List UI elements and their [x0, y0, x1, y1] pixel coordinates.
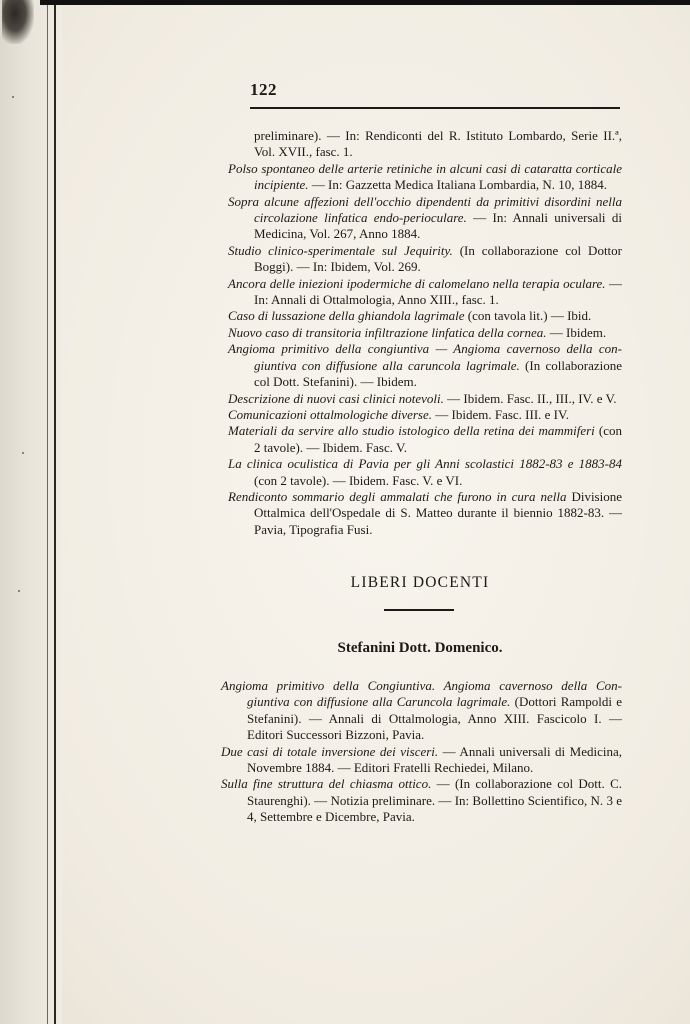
bibliography-list	[228, 128, 622, 538]
entry-title: La clinica oculistica di Pavia per gli Anni scolastici 1882-83 e 1883-84	[228, 456, 622, 472]
entry-citation: (con tavola lit.) — Ibid.	[464, 308, 592, 324]
section-rule	[384, 609, 454, 611]
entry-citation: — Ibidem. Fasc. III. e IV.	[432, 406, 569, 422]
entry-citation: (In collaborazione col Dott. Stefanini). — Ibidem.	[254, 357, 622, 390]
bibliography-entry	[228, 325, 622, 341]
bibliography-entry	[228, 391, 622, 407]
page-number: 122	[250, 80, 277, 99]
section-title: LIBERI DOCENTI	[350, 574, 490, 591]
bibliography-entry	[228, 423, 622, 456]
bibliography-entry	[228, 308, 622, 324]
bibliography-entry	[228, 194, 622, 243]
entry-citation: — Ibidem. Fasc. II., III., IV. e V.	[443, 390, 617, 406]
bibliography-entry	[228, 243, 622, 276]
entry-title: Caso di lussazione della ghiandola lagrimale	[228, 308, 465, 324]
entry-title: Materiali da servire allo studio istologico della retina dei mammiferi	[228, 423, 595, 439]
entry-citation: preliminare). — In: Rendiconti del R. Istituto Lombardo, Serie II.ª, Vol. XVII., fasc. 1.	[254, 128, 622, 160]
top-page-edge	[40, 0, 690, 5]
bibliography-entry	[228, 161, 622, 194]
bibliography-entry	[221, 744, 622, 777]
bibliography-entry	[221, 776, 622, 825]
entry-citation: — In: Annali di Ottalmologia, Anno XIII., fasc. 1.	[254, 275, 622, 308]
entry-citation: (con 2 tavole). — Ibidem. Fasc. V. e VI.	[254, 472, 463, 488]
entry-citation: — Annali universali di Medicina, Novembre 1884. — Editori Fratelli Rechiedei, Milano.	[247, 743, 622, 776]
entry-title: Nuovo caso di transitoria infiltrazione linfatica della cornea.	[228, 324, 547, 340]
entry-title: Polso spontaneo delle arterie retiniche in alcuni casi di cataratta corticale incipiente.	[228, 160, 622, 193]
bibliography-entry	[228, 276, 622, 309]
entry-title: Angioma primitivo della Congiuntiva. Angioma cavernoso della Congiuntiva con diffusione alla Caruncola lagrimale.	[221, 678, 622, 710]
margin-speck	[22, 452, 24, 454]
corner-ink-blot	[2, 0, 34, 44]
entry-title: Sopra alcune affezioni dell'occhio dipendenti da primitivi disordini nella circolazione linfatica endo-perioculare.	[228, 193, 622, 226]
bibliography-entry	[221, 678, 622, 744]
entry-citation: — Ibidem.	[546, 324, 607, 340]
author-bibliography-list	[221, 678, 622, 826]
bibliography-entry	[228, 489, 622, 538]
header-rule	[250, 107, 620, 109]
entry-citation: — (In collaborazione col Dott. C. Staurenghi). — Notizia preliminare. — In: Bollettino Scientifico, N. 3 e 4, Settembre e Dicembre, Pavia.	[247, 776, 622, 825]
entry-title: Comunicazioni ottalmologiche diverse.	[228, 406, 433, 422]
entry-title: Angioma primitivo della congiuntiva — Angioma cavernoso della congiuntiva con diffusione alla caruncola lagrimale.	[228, 341, 622, 373]
bibliography-entry	[228, 456, 622, 489]
bibliography-entry	[228, 341, 622, 390]
entry-title: Descrizione di nuovi casi clinici notevoli.	[228, 390, 444, 406]
bibliography-entry	[228, 128, 622, 161]
book-binding-gutter	[0, 0, 62, 1024]
entry-citation: (con 2 tavole). — Ibidem. Fasc. V.	[254, 423, 622, 455]
gutter-edge-line	[54, 0, 56, 1024]
entry-citation: (Dottori Rampoldi e Stefanini). — Annali di Ottalmologia, Anno XIII. Fascicolo I. — Editori Successori Bizzoni, Pavia.	[247, 694, 622, 743]
entry-title: Studio clinico-sperimentale sul Jequirity.	[228, 242, 453, 258]
entry-citation: (In collaborazione col Dottor Boggi). — In: Ibidem, Vol. 269.	[254, 242, 622, 275]
entry-title: Sulla fine struttura del chiasma ottico.	[221, 776, 432, 792]
gutter-shadow-line	[47, 0, 48, 1024]
entry-citation: Divisione Ottalmica dell'Ospedale di S. Matteo durante il biennio 1882-83. — Pavia, Tipografia Fusi.	[254, 488, 623, 537]
margin-speck	[18, 590, 20, 592]
bibliography-entry	[228, 407, 622, 423]
entry-title: Rendiconto sommario degli ammalati che furono in cura nella	[228, 488, 567, 504]
margin-speck	[12, 96, 14, 98]
author-heading: Stefanini Dott. Domenico.	[337, 640, 503, 656]
entry-title: Ancora delle iniezioni ipodermiche di calomelano nella terapia oculare.	[228, 275, 606, 291]
entry-citation: — In: Gazzetta Medica Italiana Lombardia, N. 10, 1884.	[308, 177, 608, 193]
entry-title: Due casi di totale inversione dei visceri.	[221, 743, 439, 759]
entry-citation: — In: Annali universali di Medicina, Vol. 267, Anno 1884.	[254, 210, 622, 242]
